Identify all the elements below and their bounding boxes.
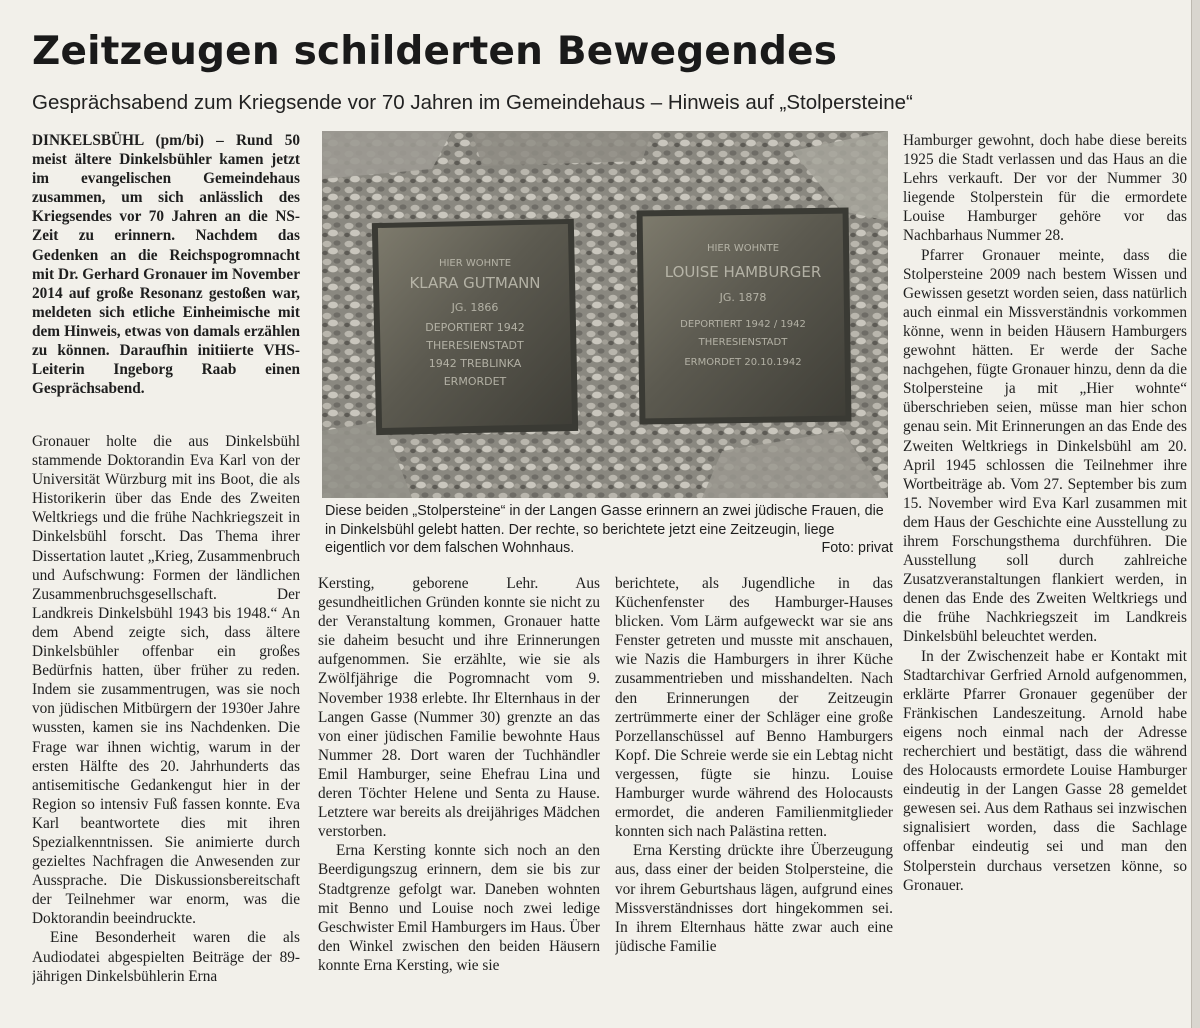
stone-left-line: THERESIENSTADT	[426, 339, 524, 352]
stone-right-line: THERESIENSTADT	[698, 337, 788, 348]
scan-edge	[1191, 0, 1200, 1028]
photo-credit: Foto: privat	[821, 540, 893, 556]
body-paragraph: Kersting, geborene Lehr. Aus gesundheitlichen Gründen konnte sie nicht zu der Veranstaltung kommen, Gronauer hatte sie daheim besucht und ihre Erinnerungen aufgenommen. Sie erzählte, wie sie als Zwölfjährige die Pogromnacht vom 9. November 1938 erlebte. Ihr Elternhaus in der Langen Gasse (Nummer 30) grenzte an das von einer jüdischen Familie bewohnte Haus Nummer 28. Dort waren der Tuchhändler Emil Hamburger, seine Ehefrau Lina und deren Töchter Helene und Senta zu Hause. Letztere war bereits als dreijähriges Mädchen verstorben.	[318, 575, 600, 841]
body-paragraph: Eine Besonderheit waren die als Audiodatei abgespielten Beiträge der 89-jährigen Dinkelsbühlerin Erna	[32, 929, 300, 985]
stone-left-line: 1942 TREBLINKA	[428, 357, 522, 370]
stone-left-line: DEPORTIERT 1942	[425, 321, 525, 334]
stone-left-line: ERMORDET	[443, 375, 507, 388]
body-paragraph: Gronauer holte die aus Dinkelsbühl stammende Doktorandin Eva Karl von der Universität Würzburg mit ins Boot, die als Historikerin über das Ende des Zweiten Weltkriegs und die frühe Nachkriegszeit in Dinkelsbühl forscht. Das Thema ihrer Dissertation lautet „Krieg, Zusammenbruch und Aufschwung: Formen der ländlichen Zusammenbruchsgesellschaft. Der Landkreis Dinkelsbühl 1943 bis 1948.“ An dem Abend zeigte sich, dass ältere Dinkelsbühler offenbar ein großes Bedürfnis hatten, über früher zu reden. Indem sie zusammentrugen, was sie noch von jüdischen Mitbürgern der 1930er Jahre wussten, kamen sie ins Nachdenken. Die Frage war ihnen wichtig, warum in der ersten Hälfte des 20. Jahrhunderts das antisemitische Gedankengut hier in der Region so intensiv Fuß fassen konnte. Eva Karl beantwortete dies mit ihren Spezialkenntnissen. Sie animierte durch gezieltes Nachfragen die Anwesenden zur Aussprache. Die Diskussionsbereitschaft der Teilnehmer war enorm, was die Doktorandin beeindruckte.	[32, 433, 300, 928]
stolpersteine-photo	[322, 131, 888, 498]
body-paragraph: Erna Kersting drückte ihre Überzeugung aus, dass einer der beiden Stolpersteine, die vor ihrem Geburtshaus lägen, aufgrund eines Missverständnisses dort hingekommen sei. In ihrem Elternhaus hätte zwar auch eine jüdische Familie	[615, 842, 893, 955]
body-paragraph: Pfarrer Gronauer meinte, dass die Stolpersteine 2009 nach bestem Wissen und Gewissen gesetzt worden seien, dass natürlich auch einmal ein Missverständnis vorkommen könne, wenn in beiden Häusern Hamburgers gewohnt hätten. Er werde der Sache nachgehen, fügte Gronauer hinzu, denn da die Stolpersteine ja mit „Hier wohnte“ überschrieben seien, müsse man hier schon genau sein. Mit Erinnerungen an das Ende des Zweiten Weltkriegs in Dinkelsbühl am 20. April 1945 schlossen die Teilnehmer ihre Wortbeiträge ab. Vom 27. September bis zum 15. November wird Eva Karl zusammen mit dem Haus der Geschichte eine Ausstellung zu ihrem Forschungsthema durchführen. Die Ausstellung soll durch zahlreiche Zusatzveranstaltungen flankiert werden, in denen das Ende des Zweiten Weltkriegs und die frühe Nachkriegszeit im Landkreis Dinkelsbühl beleuchtet werden.	[903, 246, 1187, 646]
column-4	[903, 131, 1187, 1024]
stone-right-line: HIER WOHNTE	[706, 243, 780, 254]
lead-paragraph: DINKELSBÜHL (pm/bi) – Rund 50 meist ältere Dinkelsbühler kamen jetzt im evangelischen Gemeindehaus zusammen, um sich anlässlich des Kriegsendes vor 70 Jahren an die NS-Zeit zu erinnern. Nachdem das Gedenken an die Reichspogromnacht mit Dr. Gerhard Gronauer im November 2014 auf große Resonanz gestoßen war, meldeten sich etliche Einheimische mit dem Hinweis, etwas von damals erzählen zu können. Daraufhin initiierte VHS-Leiterin Ingeborg Raab einen Gesprächsabend.	[32, 132, 300, 398]
stone-left-line: JG. 1866	[451, 301, 499, 314]
stone-right-line: DEPORTIERT 1942 / 1942	[680, 319, 806, 330]
lead-column	[32, 131, 300, 411]
stone-right-line: JG. 1878	[719, 291, 767, 304]
body-paragraph: In der Zwischenzeit habe er Kontakt mit Stadtarchivar Gerfried Arnold aufgenommen, erklärte Pfarrer Gronauer gegenüber der Fränkischen Landeszeitung. Arnold habe eigens noch einmal nach der Adresse recherchiert und bestätigt, dass die während des Holocausts ermordete Louise Hamburger eindeutig in der Langen Gasse 28 gemeldet gewesen sei. Aus dem Rathaus sei inzwischen signalisiert worden, dass die Sachlage offenbar eindeutig sei und man den Stolperstein durchaus versetzen könne, so Gronauer.	[903, 647, 1187, 894]
photo-caption	[325, 502, 893, 558]
body-paragraph: Hamburger gewohnt, doch habe diese bereits 1925 die Stadt verlassen und das Haus an die Lehrs verkauft. Der vor der Nummer 30 liegende Stolperstein für die ermordete Louise Hamburger gehöre vor das Nachbarhaus Nummer 28.	[903, 132, 1187, 245]
stone-left-line: KLARA GUTMANN	[409, 274, 541, 292]
column-2	[318, 574, 600, 1024]
subheadline: Gesprächsabend zum Kriegsende vor 70 Jahren im Gemeindehaus – Hinweis auf „Stolpersteine“	[32, 91, 913, 114]
stone-right-line: LOUISE HAMBURGER	[664, 263, 822, 281]
caption-text: Diese beiden „Stolpersteine“ in der Langen Gasse erinnern an zwei jüdische Frauen, die in Dinkelsbühl gelebt hatten. Der rechte, so berichtete jetzt eine Zeitzeugin, liege eigentlich vor dem falschen Wohnhaus.	[325, 503, 884, 556]
column-1	[32, 432, 300, 1022]
column-3	[615, 574, 893, 1024]
headline: Zeitzeugen schilderten Bewegendes	[32, 29, 838, 74]
cobblestone-illustration	[322, 131, 888, 498]
stone-right-line: ERMORDET 20.10.1942	[684, 357, 802, 368]
body-paragraph: berichtete, als Jugendliche in das Küchenfenster des Hamburger-Hauses blicken. Vom Lärm aufgeweckt war sie ans Fenster getreten und musste mit anschauen, wie Nazis die Hamburgers in ihrer Küche zusammentrieben und misshandelten. Nach den Erinnerungen der Zeitzeugin zertrümmerte einer der Schläger eine große Porzellanschüssel auf Benno Hamburgers Kopf. Die Schreie werde sie ein Lebtag nicht vergessen, fügte sie hinzu. Louise Hamburger wurde während des Holocausts ermordet, die anderen Familienmitglieder konnten sich nach Palästina retten.	[615, 575, 893, 841]
body-paragraph: Erna Kersting konnte sich noch an den Beerdigungszug erinnern, dem sie bis zur Stadtgrenze gefolgt war. Daneben wohnten mit Benno und Louise noch zwei ledige Geschwister Emil Hamburgers im Haus. Über den Winkel zwischen den beiden Häusern konnte Erna Kersting, wie sie	[318, 842, 600, 974]
stone-left-line: HIER WOHNTE	[438, 258, 512, 269]
